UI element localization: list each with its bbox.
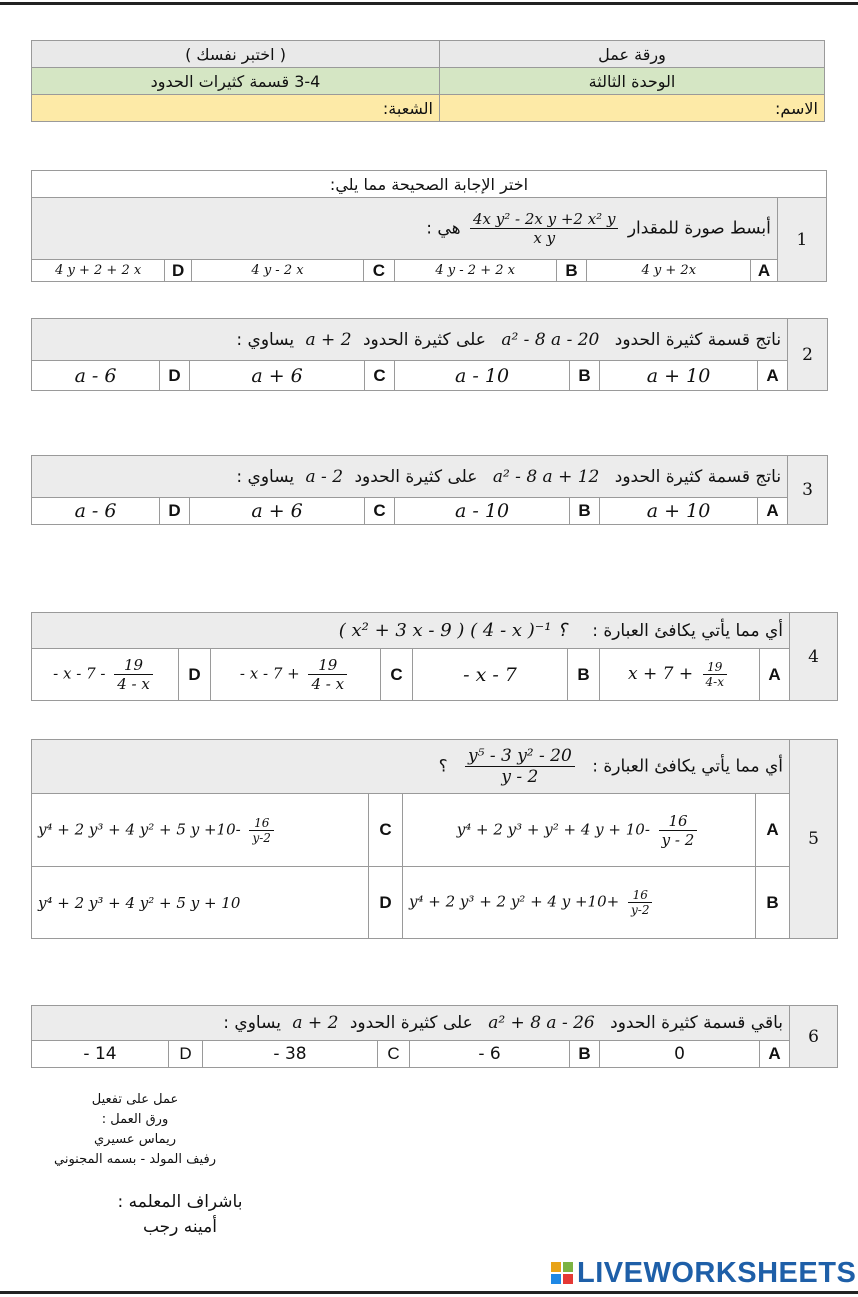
option-a[interactable]: 0	[600, 1041, 760, 1068]
option-a[interactable]	[403, 794, 756, 867]
instruction: اختر الإجابة الصحيحة مما يلي:	[32, 171, 827, 198]
question-6	[31, 1005, 838, 1068]
question-number: 3	[788, 456, 828, 525]
option-letter-b[interactable]: B	[556, 260, 587, 282]
option-a-fraction	[703, 660, 727, 689]
question-2	[31, 318, 828, 391]
liveworksheets-logo	[551, 1258, 856, 1288]
expression-fraction	[465, 746, 575, 787]
fraction-numerator: 16	[249, 816, 273, 831]
option-letter-c[interactable]: C	[364, 260, 395, 282]
self-test-title: ( اختبر نفسك )	[32, 41, 440, 68]
option-letter-b[interactable]: B	[568, 649, 600, 701]
stem-text-2: على كثيرة الحدود	[362, 329, 486, 350]
option-d-fraction	[114, 656, 153, 693]
stem-tail: يساوي :	[236, 329, 295, 350]
option-letter-d[interactable]: D	[369, 867, 403, 939]
stem-text: باقي قسمة كثيرة الحدود	[610, 1013, 784, 1033]
option-c[interactable]: 4 y - 2 x	[191, 260, 363, 282]
supervisor-credit	[100, 1190, 260, 1240]
section-label: الشعبة:	[382, 98, 433, 118]
option-letter-a[interactable]: A	[756, 794, 790, 867]
fraction-numerator: 4x y² - 2x y +2 x² y	[470, 210, 618, 229]
stem-text-2: على كثيرة الحدود	[354, 466, 478, 487]
option-c[interactable]	[32, 794, 369, 867]
question-stem	[32, 613, 790, 649]
fraction-numerator: 16	[628, 888, 652, 903]
option-c[interactable]	[211, 649, 381, 701]
question-5	[31, 739, 838, 939]
option-letter-c[interactable]: C	[381, 649, 413, 701]
option-letter-d[interactable]: D	[160, 498, 190, 525]
option-letter-d[interactable]: D	[169, 1041, 203, 1068]
fraction-denominator: y - 2	[501, 767, 539, 787]
option-letter-a[interactable]: A	[758, 498, 788, 525]
option-c-fraction	[308, 656, 347, 693]
stem-text: ناتج قسمة كثيرة الحدود	[614, 329, 782, 350]
option-letter-b[interactable]: B	[570, 498, 600, 525]
fraction-denominator: 4 - x	[311, 675, 345, 693]
option-b[interactable]: 4 y - 2 + 2 x	[394, 260, 556, 282]
option-letter-c[interactable]: C	[365, 498, 395, 525]
question-number: 5	[790, 740, 838, 939]
option-a[interactable]: a + 10	[600, 498, 758, 525]
fraction-denominator: y - 2	[661, 830, 695, 849]
logo-text: LIVEWORKSHEETS	[577, 1256, 857, 1289]
divisor-expression: a + 2	[292, 1013, 339, 1033]
logo-square	[551, 1274, 561, 1284]
option-d[interactable]: y⁴ + 2 y³ + 4 y² + 5 y + 10	[32, 867, 369, 939]
stem-tail: يساوي :	[236, 466, 295, 487]
fraction-denominator: y-2	[631, 903, 650, 917]
logo-square	[563, 1262, 573, 1272]
option-letter-b[interactable]: B	[756, 867, 790, 939]
lesson-title: 3-4 قسمة كثيرات الحدود	[32, 68, 440, 95]
name-label: الاسم:	[774, 98, 818, 118]
option-c[interactable]: a + 6	[190, 498, 365, 525]
stem-tail: هي :	[426, 218, 461, 239]
question-number: 6	[790, 1006, 838, 1068]
expression: ( x² + 3 x - 9 ) ( 4 - x )⁻¹ ؟	[338, 620, 567, 641]
question-1	[31, 170, 827, 282]
option-a[interactable]: 4 y + 2x	[587, 260, 751, 282]
stem-text-2: على كثيرة الحدود	[349, 1013, 473, 1033]
fraction-denominator: y-2	[252, 830, 271, 845]
option-c-text: - x - 7 +	[239, 664, 300, 683]
divisor-expression: a - 2	[305, 466, 344, 487]
option-a-text: y⁴ + 2 y³ + y² + 4 y + 10-	[456, 820, 650, 838]
option-c[interactable]: a + 6	[190, 361, 365, 391]
option-letter-c[interactable]: C	[369, 794, 403, 867]
question-stem	[32, 1006, 790, 1041]
credits-line: رفيف المولد - بسمه المجنوني	[54, 1152, 216, 1167]
option-c[interactable]: - 38	[203, 1041, 378, 1068]
option-a-text: x + 7 +	[628, 664, 694, 684]
option-d[interactable]: a - 6	[32, 361, 160, 391]
top-border-line	[0, 2, 858, 5]
credits-line: ريماس عسيري	[94, 1132, 176, 1147]
question-number: 4	[790, 613, 838, 701]
option-letter-b[interactable]: B	[570, 361, 600, 391]
header-table	[31, 40, 825, 122]
option-letter-d[interactable]: D	[165, 260, 192, 282]
stem-tail: يساوي :	[223, 1013, 281, 1033]
option-letter-a[interactable]: A	[751, 260, 778, 282]
credits	[40, 1090, 230, 1170]
question-stem	[32, 740, 790, 794]
option-b[interactable]	[403, 867, 756, 939]
option-c-text: y⁴ + 2 y³ + 4 y² + 5 y +10-	[38, 820, 241, 838]
dividend-expression: a² - 8 a - 20	[501, 329, 600, 350]
option-letter-c[interactable]: C	[365, 361, 395, 391]
option-letter-a[interactable]: A	[760, 1041, 790, 1068]
option-a[interactable]	[600, 649, 760, 701]
fraction-numerator: 16	[659, 812, 698, 831]
question-stem	[32, 319, 788, 361]
expression-fraction	[470, 210, 618, 247]
option-letter-d[interactable]: D	[160, 361, 190, 391]
option-b[interactable]: a - 10	[395, 361, 570, 391]
question-stem	[32, 456, 788, 498]
credits-line: ورق العمل :	[101, 1112, 169, 1127]
option-b-text: y⁴ + 2 y³ + 2 y² + 4 y +10+	[409, 892, 620, 911]
stem-text: ناتج قسمة كثيرة الحدود	[614, 466, 782, 487]
option-b[interactable]: - 6	[410, 1041, 570, 1068]
fraction-denominator: 4 - x	[117, 675, 150, 693]
option-letter-b[interactable]: B	[570, 1041, 600, 1068]
fraction-numerator: 19	[114, 656, 153, 675]
option-d[interactable]: 4 y + 2 + 2 x	[32, 260, 165, 282]
question-stem	[32, 198, 778, 260]
option-a[interactable]: a + 10	[600, 361, 758, 391]
option-letter-c[interactable]: C	[378, 1041, 410, 1068]
fraction-numerator: 19	[308, 656, 347, 675]
logo-square	[563, 1274, 573, 1284]
credits-line: عمل على تفعيل	[91, 1092, 179, 1107]
stem-text: أي مما يأتي يكافئ العبارة :	[592, 756, 784, 777]
worksheet-title: ورقة عمل	[440, 41, 825, 68]
stem-tail: ؟	[438, 756, 448, 777]
bottom-border-line	[0, 1291, 858, 1294]
fraction-denominator: 4-x	[705, 675, 724, 689]
logo-icon	[551, 1262, 573, 1284]
supervisor-label: باشراف المعلمه :	[117, 1192, 243, 1212]
divisor-expression: a + 2	[305, 329, 352, 350]
option-d[interactable]: - 14	[32, 1041, 169, 1068]
question-4	[31, 612, 838, 701]
question-number: 2	[788, 319, 828, 391]
option-d[interactable]: a - 6	[32, 498, 160, 525]
supervisor-name: أمينه رجب	[142, 1217, 218, 1237]
option-letter-d[interactable]: D	[179, 649, 211, 701]
dividend-expression: a² + 8 a - 26	[488, 1013, 595, 1033]
option-d[interactable]	[32, 649, 179, 701]
option-d-text: - x - 7 -	[53, 664, 106, 683]
option-letter-a[interactable]: A	[758, 361, 788, 391]
section-field[interactable]	[32, 95, 440, 122]
stem-text: أبسط صورة للمقدار	[627, 218, 771, 239]
name-field[interactable]	[440, 95, 825, 122]
option-a-fraction	[659, 812, 698, 849]
dividend-expression: a² - 8 a + 12	[492, 466, 600, 487]
question-number: 1	[777, 198, 826, 282]
fraction-numerator: 19	[703, 660, 727, 675]
option-b[interactable]: - x - 7	[413, 649, 568, 701]
fraction-denominator: x y	[533, 229, 556, 247]
option-b-fraction	[628, 888, 652, 917]
option-b[interactable]: a - 10	[395, 498, 570, 525]
option-c-fraction	[249, 816, 273, 845]
stem-text: أي مما يأتي يكافئ العبارة :	[592, 621, 784, 641]
question-3	[31, 455, 828, 525]
option-letter-a[interactable]: A	[760, 649, 790, 701]
logo-square	[551, 1262, 561, 1272]
unit-title: الوحدة الثالثة	[440, 68, 825, 95]
fraction-numerator: y⁵ - 3 y² - 20	[465, 746, 575, 767]
